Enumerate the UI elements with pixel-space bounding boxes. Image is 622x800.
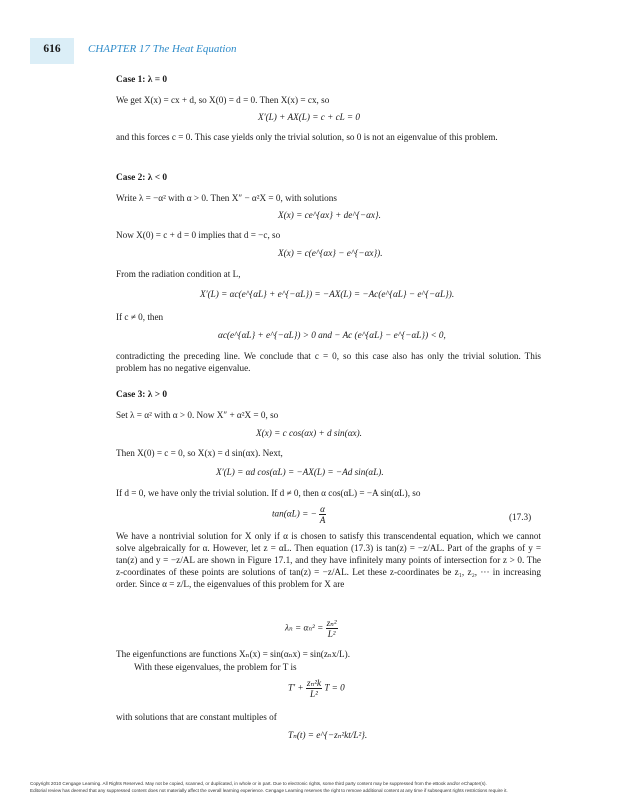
- case2-eq4: αc(e^{αL} + e^{−αL}) > 0 and − Ac (e^{αL} − e^{−αL}) < 0,: [218, 330, 446, 340]
- case3-eq3: [272, 504, 326, 525]
- case3-line2: Then X(0) = c = 0, so X(x) = d sin(αx). Next,: [116, 448, 283, 458]
- case3-line3: If d = 0, we have only the trivial solution. If d ≠ 0, then α cos(αL) = −A sin(αL), so: [116, 488, 421, 498]
- case1-heading: Case 1: λ = 0: [116, 75, 168, 85]
- case3-line5: With these eigenvalues, the problem for T is: [134, 662, 297, 672]
- case3-eq4-denominator: L²: [327, 629, 336, 639]
- case3-eq3-numerator: α: [320, 504, 325, 514]
- case3-eq3-fraction: [319, 504, 326, 525]
- case3-eq4-lhs: λₙ = αₙ² =: [285, 622, 324, 633]
- case3-line1: Set λ = α² with α > 0. Now X″ + α²X = 0, so: [116, 410, 279, 420]
- case3-eq1: X(x) = c cos(αx) + d sin(αx).: [256, 428, 362, 438]
- case3-eq5-numerator: zₙ²k: [306, 678, 322, 688]
- case3-eq4: [285, 618, 338, 639]
- copyright-line-1: Copyright 2010 Cengage Learning. All Rights Reserved. May not be copied, scanned, or duplicated, in whole or in part. Due to electronic rights, some third party content may be suppressed from the eBook and/or eChapter(s).: [30, 781, 487, 786]
- equation-tag-17-3: (17.3): [509, 512, 532, 522]
- case1-eq1: X′(L) + AX(L) = c + cL = 0: [258, 112, 361, 122]
- case3-eq2: X′(L) = αd cos(αL) = −AX(L) = −Ad sin(αL).: [216, 467, 384, 477]
- case1-line1: We get X(x) = cx + d, so X(0) = d = 0. Then X(x) = cx, so: [116, 95, 330, 105]
- case2-heading: Case 2: λ < 0: [116, 173, 168, 183]
- case3-eq6: Tₙ(t) = e^{−zₙ²kt/L²}.: [288, 730, 368, 740]
- case3-eq5: [288, 678, 345, 699]
- case2-line2: Now X(0) = c + d = 0 implies that d = −c, so: [116, 230, 281, 240]
- case3-eq4-fraction: [326, 618, 338, 639]
- case1-paragraph: and this forces c = 0. This case yields only the trivial solution, so 0 is not an eigenvalue of this problem.: [116, 132, 498, 142]
- running-title: CHAPTER 17 The Heat Equation: [88, 43, 237, 55]
- case2-eq2: X(x) = c(e^{αx} − e^{−αx}).: [278, 248, 383, 258]
- case3-eq5-denominator: L²: [310, 689, 318, 699]
- case3-eq5-lhs: T′ +: [288, 682, 304, 693]
- case3-eq4-numerator: zₙ²: [326, 618, 337, 628]
- case3-eq5-fraction: [306, 678, 322, 699]
- case2-paragraph: contradicting the preceding line. We conclude that c = 0, so this case also has only the trivial solution. This problem has no negative eigenvalue.: [116, 351, 541, 373]
- case2-line1: Write λ = −α² with α > 0. Then X″ − α²X = 0, with solutions: [116, 193, 337, 203]
- case2-line4: If c ≠ 0, then: [116, 312, 164, 322]
- case3-line4: The eigenfunctions are functions Xₙ(x) = sin(αₙx) = sin(zₙx/L).: [116, 649, 351, 659]
- case3-paragraph: We have a nontrivial solution for X only if α is chosen to satisfy this transcendental equation, which we cannot solve algebraically for α. However, let z = αL. Then equation (17.3) is tan(z) = −z/AL. Part of the graphs of y = tan(z) and y = −z/AL are shown in Figure 17.1, and they have infinitely many points of intersection for z > 0. The z-coordinates of these points are solutions of tan(z) = −z/AL. Let these z-coordinates be z₁, z₂, ··· in increasing order. Since α = z/L, the eigenvalues of this problem for X are: [116, 531, 541, 589]
- case3-heading: Case 3: λ > 0: [116, 390, 168, 400]
- copyright-line-2: Editorial review has deemed that any suppressed content does not materially affect the overall learning experience. Cengage Learning reserves the right to remove additional content at any time if subsequent rights restrictions require it.: [30, 788, 508, 793]
- case2-eq3: X′(L) = αc(e^{αL} + e^{−αL}) = −AX(L) = −Ac(e^{αL} − e^{−αL}).: [200, 289, 455, 299]
- page-number: 616: [43, 43, 61, 55]
- case3-eq3-denominator: A: [319, 515, 326, 525]
- case3-eq3-lhs: tan(αL) = −: [272, 508, 317, 519]
- case2-eq1: X(x) = ce^{αx} + de^{−αx}.: [278, 210, 381, 220]
- case2-line3: From the radiation condition at L,: [116, 269, 241, 279]
- case3-eq5-rhs: T = 0: [324, 682, 345, 693]
- case3-line6: with solutions that are constant multiples of: [116, 712, 277, 722]
